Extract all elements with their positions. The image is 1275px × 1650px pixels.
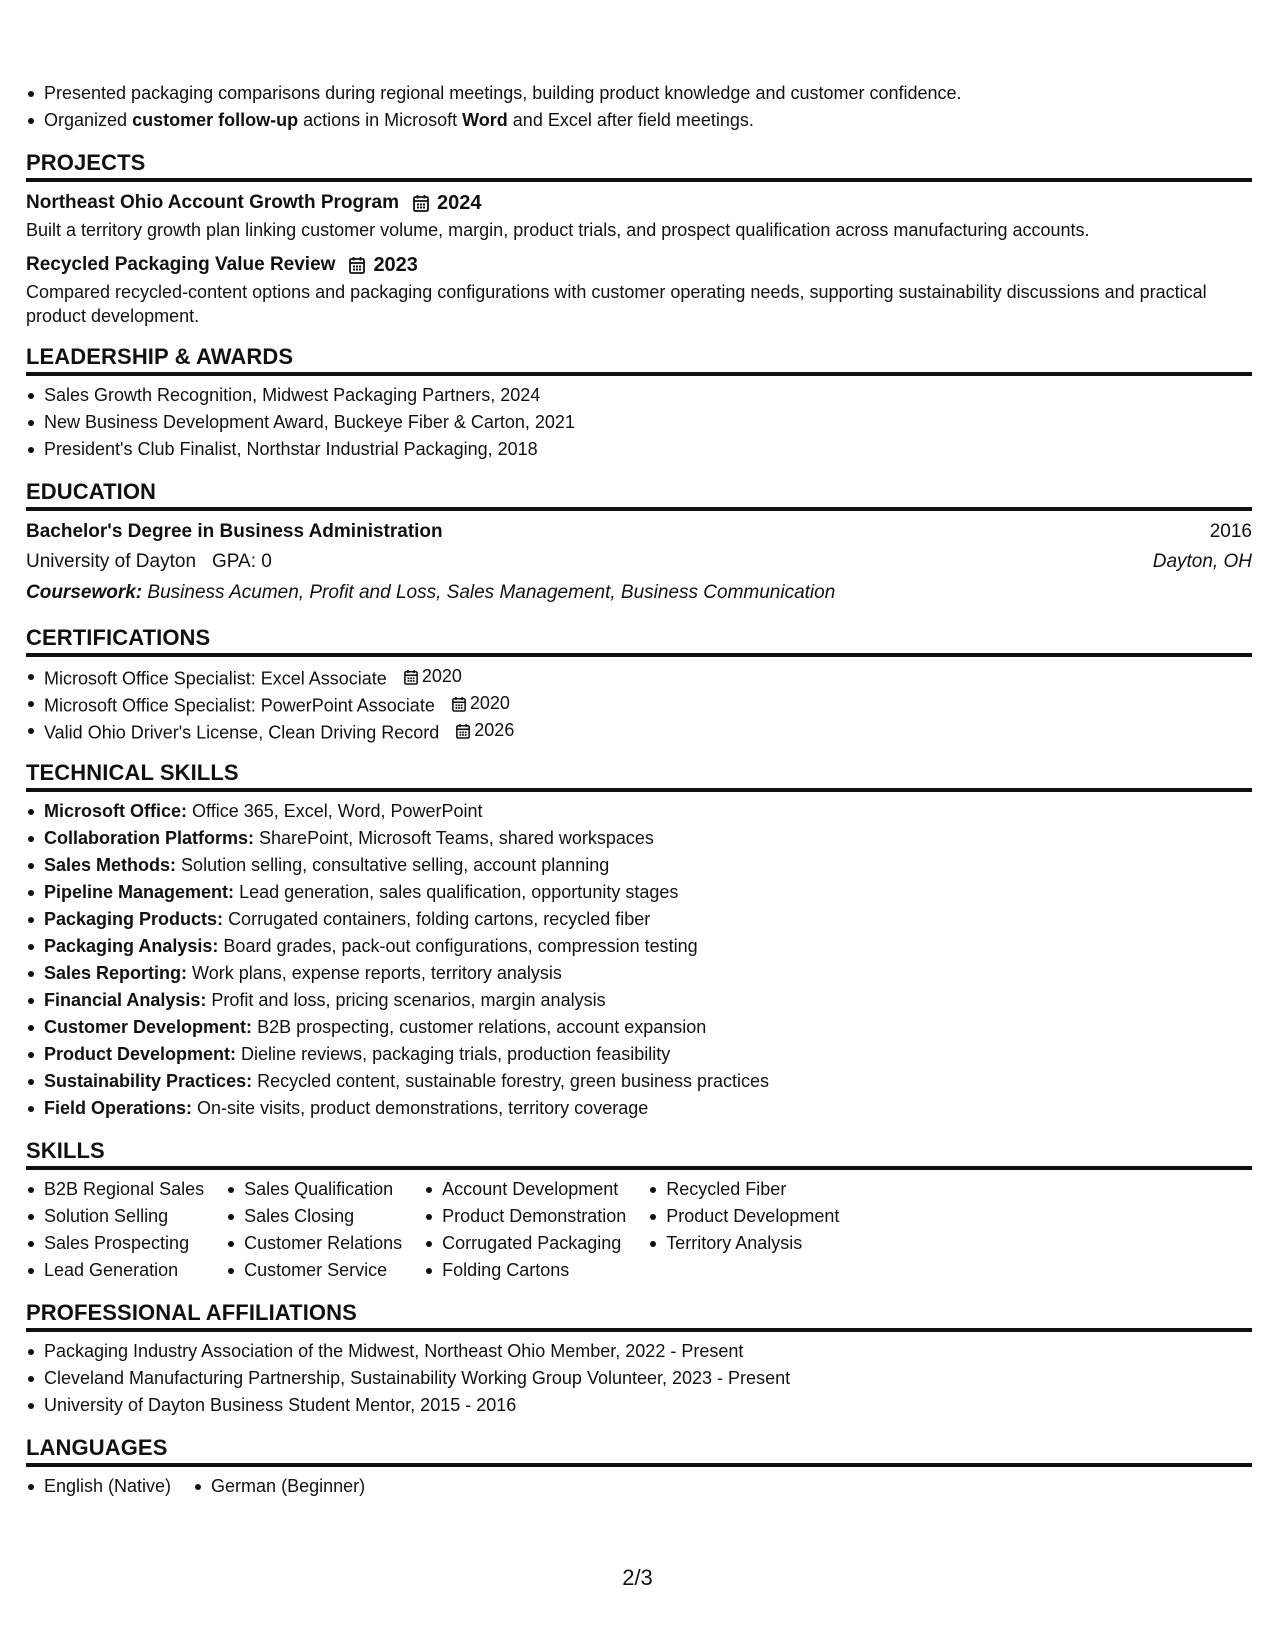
skill-item: Account Development [424,1176,626,1203]
award-list [26,382,1252,463]
skill-category: Microsoft Office: [44,801,188,821]
calendar-icon [349,256,365,274]
experience-bullets [26,80,1252,134]
certification-date: 2026 [474,720,515,740]
skill-category: Packaging Products: [44,909,224,929]
bullet-text: Presented packaging comparisons during regional meetings, building product knowledge and customer confidence. [44,83,962,103]
projects-section [26,148,1252,328]
section-title: PROFESSIONAL AFFILIATIONS [26,1300,357,1325]
bullet-text: Organized [44,110,133,130]
affiliation-item: Packaging Industry Association of the Midwest, Northeast Ohio Member, 2022 - Present [26,1338,1252,1365]
skill-item: Customer Relations [226,1230,402,1257]
technical-skill-item [26,825,1252,852]
certification-list [26,663,1252,744]
certification-name: Microsoft Office Specialist: PowerPoint Associate [44,695,435,716]
skill-category: Sustainability Practices: [44,1071,253,1091]
bullet-bold-text: customer follow-up [132,110,299,130]
section-divider [26,372,1252,376]
skill-values: Recycled content, sustainable forestry, green business practices [257,1071,770,1091]
project-name: Northeast Ohio Account Growth Program [26,192,399,213]
skill-values: Solution selling, consultative selling, account planning [181,855,610,875]
languages-section [26,1433,1252,1500]
affiliation-list [26,1338,1252,1419]
section-divider [26,1166,1252,1170]
technical-skill-item [26,960,1252,987]
project-description: Built a territory growth plan linking customer volume, margin, product trials, and prospect qualification across manufacturing accounts. [26,220,1090,240]
certification-item [26,717,1252,744]
skill-values: Office 365, Excel, Word, PowerPoint [192,801,483,821]
school-location: Dayton, OH [1152,551,1252,572]
calendar-icon [404,669,418,685]
affiliation-item: University of Dayton Business Student Mentor, 2015 - 2016 [26,1392,1252,1419]
skill-item: Sales Prospecting [26,1230,204,1257]
skill-category: Collaboration Platforms: [44,828,255,848]
resume-page [26,80,1252,1500]
certification-name: Valid Ohio Driver's License, Clean Driving Record [44,722,440,743]
project-item [26,250,1252,328]
experience-bullet [26,80,1252,107]
certifications-section [26,623,1252,744]
section-title: TECHNICAL SKILLS [26,760,239,785]
award-item: Sales Growth Recognition, Midwest Packaging Partners, 2024 [26,382,1252,409]
award-item: New Business Development Award, Buckeye Fiber & Carton, 2021 [26,409,1252,436]
skill-item: Customer Service [226,1257,402,1284]
certification-name: Microsoft Office Specialist: Excel Associate [44,668,387,689]
technical-skill-list [26,798,1252,1122]
technical-skill-item [26,879,1252,906]
skill-values: On-site visits, product demonstrations, territory coverage [197,1098,649,1118]
language-item: German (Beginner) [193,1473,365,1500]
section-divider [26,788,1252,792]
coursework [26,577,1252,609]
project-item [26,188,1252,242]
certification-item [26,663,1252,690]
technical-skill-item [26,1014,1252,1041]
leadership-section [26,342,1252,463]
section-title: LANGUAGES [26,1435,168,1460]
project-name: Recycled Packaging Value Review [26,254,336,275]
technical-skills-section [26,758,1252,1122]
degree-name: Bachelor's Degree in Business Administration [26,521,443,542]
calendar-icon [456,723,470,739]
page-number: 2/3 [622,1565,653,1590]
skill-values: Profit and loss, pricing scenarios, margin analysis [211,990,606,1010]
project-date: 2024 [437,192,482,214]
experience-bullet [26,107,1252,134]
section-divider [26,507,1252,511]
section-divider [26,178,1252,182]
technical-skill-item [26,1068,1252,1095]
calendar-icon [413,194,429,212]
section-divider [26,653,1252,657]
language-list [26,1473,387,1500]
section-title: CERTIFICATIONS [26,625,211,650]
skill-values: Corrugated containers, folding cartons, recycled fiber [228,909,651,929]
skill-category: Product Development: [44,1044,237,1064]
skill-item: Sales Closing [226,1203,402,1230]
skill-category: Sales Reporting: [44,963,188,983]
skill-item: Product Demonstration [424,1203,626,1230]
skill-item: Recycled Fiber [648,1176,839,1203]
section-divider [26,1328,1252,1332]
coursework-list: Business Acumen, Profit and Loss, Sales Management, Business Communication [147,582,836,603]
technical-skill-item [26,906,1252,933]
technical-skill-item [26,933,1252,960]
graduation-year: 2016 [1209,521,1252,542]
bullet-text: actions in Microsoft [298,110,463,130]
section-title: SKILLS [26,1138,105,1163]
section-title: EDUCATION [26,479,157,504]
skills-column [26,1176,204,1284]
certification-date: 2020 [421,666,462,686]
section-title: LEADERSHIP & AWARDS [26,344,294,369]
certification-date: 2020 [469,693,510,713]
affiliations-section [26,1298,1252,1419]
skill-item: Corrugated Packaging [424,1230,626,1257]
skill-item: Lead Generation [26,1257,204,1284]
coursework-label: Coursework: [26,582,143,603]
skill-values: Dieline reviews, packaging trials, production feasibility [241,1044,671,1064]
skill-values: Work plans, expense reports, territory analysis [192,963,562,983]
skill-category: Packaging Analysis: [44,936,219,956]
language-item: English (Native) [26,1473,171,1500]
skill-category: Pipeline Management: [44,882,235,902]
technical-skill-item [26,852,1252,879]
award-item: President's Club Finalist, Northstar Industrial Packaging, 2018 [26,436,1252,463]
skill-values: Lead generation, sales qualification, opportunity stages [239,882,679,902]
school-name: University of Dayton [26,551,197,572]
section-divider [26,1463,1252,1467]
technical-skill-item [26,798,1252,825]
calendar-icon [452,696,466,712]
skill-item: Product Development [648,1203,839,1230]
skill-category: Sales Methods: [44,855,177,875]
skill-category: Customer Development: [44,1017,253,1037]
skills-section [26,1136,1252,1284]
technical-skill-item [26,987,1252,1014]
bullet-bold-text: Word [462,110,508,130]
certification-item [26,690,1252,717]
skill-item: Territory Analysis [648,1230,839,1257]
education-section [26,477,1252,609]
affiliation-item: Cleveland Manufacturing Partnership, Sustainability Working Group Volunteer, 2023 - Present [26,1365,1252,1392]
skill-values: SharePoint, Microsoft Teams, shared workspaces [259,828,654,848]
skill-category: Financial Analysis: [44,990,207,1010]
gpa: GPA: 0 [212,551,272,572]
skills-column [424,1176,626,1284]
skill-item: Folding Cartons [424,1257,626,1284]
project-description: Compared recycled-content options and packaging configurations with customer operating needs, supporting sustainability discussions and practical product development. [26,282,1207,326]
skill-values: Board grades, pack-out configurations, compression testing [223,936,698,956]
skill-category: Field Operations: [44,1098,193,1118]
skill-item: B2B Regional Sales [26,1176,204,1203]
skills-column [648,1176,839,1284]
skill-item: Solution Selling [26,1203,204,1230]
technical-skill-item [26,1041,1252,1068]
skill-values: B2B prospecting, customer relations, account expansion [257,1017,707,1037]
technical-skill-item [26,1095,1252,1122]
skills-columns [26,1176,1252,1284]
skill-item: Sales Qualification [226,1176,402,1203]
project-date: 2023 [373,254,418,276]
bullet-text: and Excel after field meetings. [507,110,754,130]
skills-column [226,1176,402,1284]
section-title: PROJECTS [26,150,146,175]
